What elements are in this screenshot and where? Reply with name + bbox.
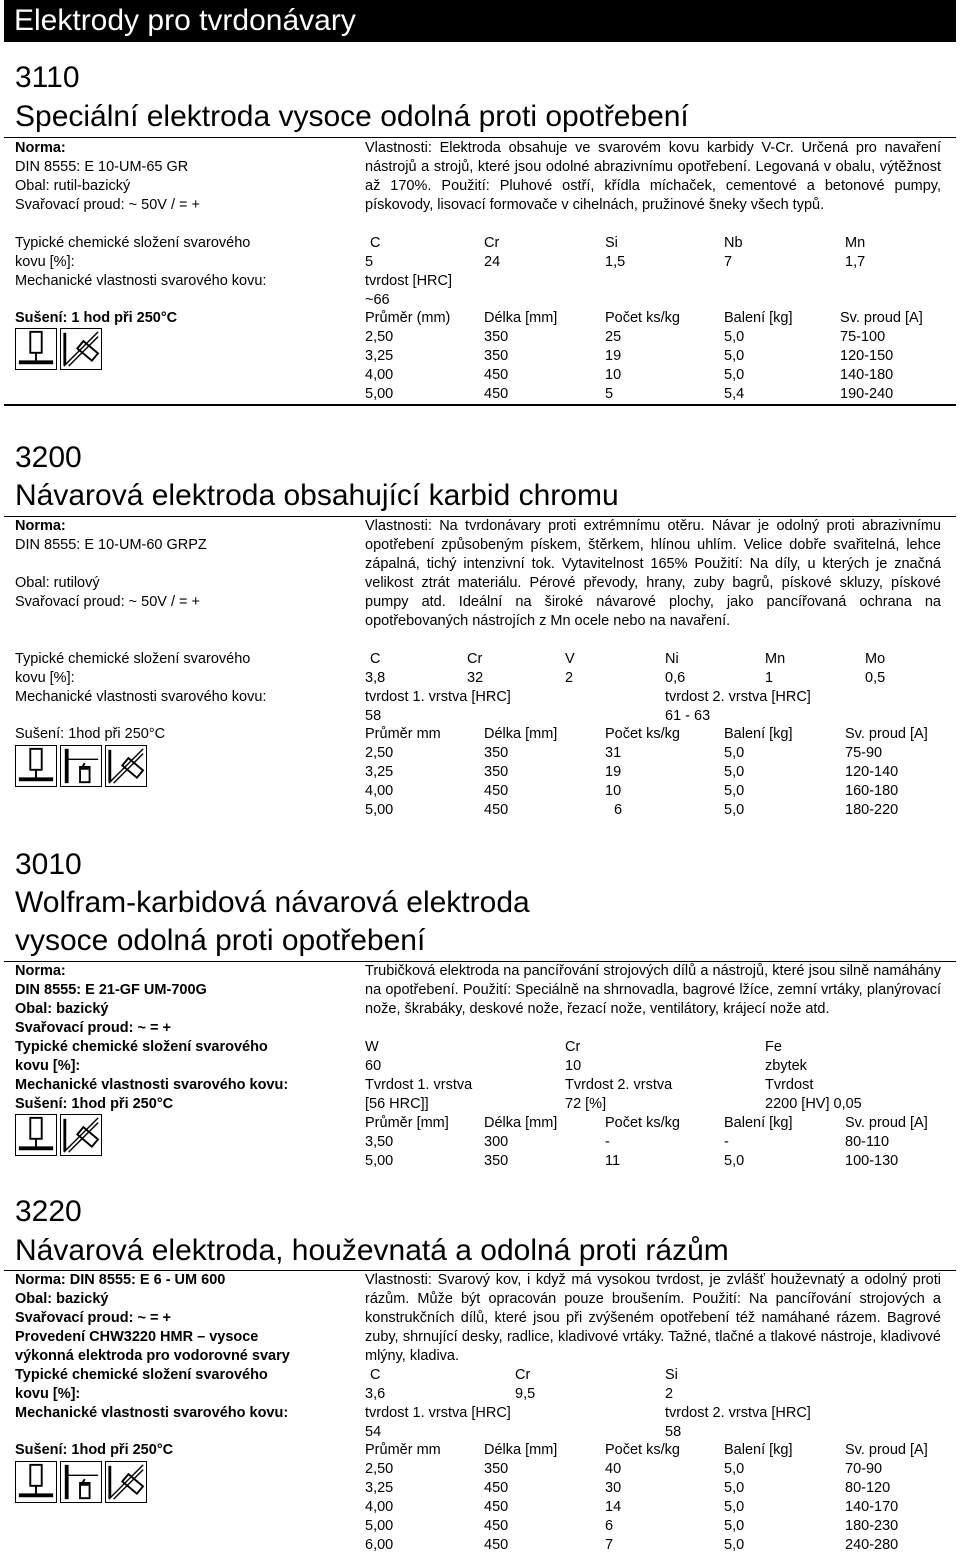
- table-cell: 180-230: [845, 1518, 899, 1534]
- weld-position-flat-icon: [15, 1461, 57, 1503]
- drying: Sušení: 1hod při 250°C: [15, 726, 166, 742]
- chem-value-cell: 24: [484, 254, 501, 270]
- table-header-cell: Sv. proud [A]: [845, 726, 928, 742]
- chem-values-row: [0, 669, 960, 688]
- description: Vlastnosti: Elektroda obsahuje ve svarovém kovu karbidy V-Cr. Určená pro navaření nástrojů a strojů, které jsou odolné abrazivnímu opotřebení. Legovaná v obalu, výtěžnost až 170%. Použití: Pluhové ostří, křídla míchaček, cementové a betonové pumpy, pískovody, lisovací formovače v cihelnách, pružinové šneky všech typů.: [365, 140, 941, 213]
- table-cell: 6: [605, 1518, 614, 1534]
- mech-header-cell: Tvrdost 2. vrstva: [565, 1077, 673, 1093]
- table-row: [0, 1133, 960, 1152]
- chem-header-cell: Si: [605, 235, 618, 251]
- table-header-row: [0, 1441, 960, 1460]
- weld-positions: [15, 1114, 105, 1156]
- table-cell: 450: [484, 386, 509, 402]
- table-header-cell: Počet ks/kg: [605, 1115, 680, 1131]
- coating: Obal: rutilový: [15, 575, 100, 591]
- table-cell: 4,00: [365, 1499, 394, 1515]
- chem-value-cell: 3,6: [365, 1386, 386, 1402]
- product-title: Wolfram-karbidová návarová elektroda: [15, 886, 530, 919]
- mech-label: Mechanické vlastnosti svarového kovu:: [15, 1405, 289, 1421]
- table-cell: 180-220: [845, 802, 899, 818]
- section-divider: [4, 404, 956, 406]
- mech-header-cell: tvrdost 2. vrstva [HRC]: [665, 1405, 811, 1421]
- table-cell: 19: [605, 348, 622, 364]
- norm-label: Norma:: [15, 963, 66, 979]
- table-cell: 5,0: [724, 1537, 745, 1553]
- table-cell: 160-180: [845, 783, 899, 799]
- chem-label-unit: kovu [%]:: [15, 1386, 81, 1402]
- description: Vlastnosti: Svarový kov, i když má vysokou tvrdost, je zvlášť houževnatý a odolný proti rázům. Může být opracován pouze broušením. Použití: Na pancířování strojových a konstrukčních dílů, které jsou při zvýšeném opotřebení též namáhané rázem. Bagrové zuby, shrnující desky, radlice, kladivové vrtáky. Tažné, tlačné a tlakové nástroje, kladivové mlýny, kladiva.: [365, 1272, 941, 1364]
- chem-header-cell: C: [370, 235, 381, 251]
- chem-value-cell: 3,8: [365, 670, 386, 686]
- table-cell: 5,0: [724, 1499, 745, 1515]
- table-cell: 6,00: [365, 1537, 394, 1553]
- table-header-cell: Balení [kg]: [724, 1115, 793, 1131]
- chem-header-cell: Mn: [845, 235, 866, 251]
- table-cell: 80-110: [845, 1134, 890, 1150]
- table-cell: 19: [605, 764, 622, 780]
- table-cell: 100-130: [845, 1153, 899, 1169]
- variant-note-line2: výkonná elektroda pro vodorovné svary: [15, 1348, 290, 1364]
- table-cell: 5,0: [724, 764, 745, 780]
- table-cell: 450: [484, 1499, 509, 1515]
- table-cell: 450: [484, 1518, 509, 1534]
- norm-value: DIN 8555: E 10-UM-65 GR: [15, 159, 189, 175]
- table-cell: 5,4: [724, 386, 745, 402]
- mech-header-cell: tvrdost 2. vrstva [HRC]: [665, 689, 811, 705]
- chem-header-cell: W: [365, 1039, 379, 1055]
- drying: Sušení: 1hod při 250°C: [15, 1096, 174, 1112]
- mech-header-cell: tvrdost 1. vrstva [HRC]: [365, 689, 511, 705]
- weld-position-vertical-icon: [105, 1461, 147, 1503]
- table-header-cell: Průměr mm: [365, 1442, 441, 1458]
- mech-value-cell: ~66: [365, 292, 390, 308]
- chem-label-unit: kovu [%]:: [15, 670, 75, 686]
- weld-position-flat-icon: [15, 1114, 57, 1156]
- norm-label: Norma: DIN 8555: E 6 - UM 600: [15, 1272, 226, 1288]
- table-cell: 75-90: [845, 745, 883, 761]
- table-row: [0, 366, 960, 385]
- chem-label: Typické chemické složení svarového: [15, 1367, 268, 1383]
- table-cell: 3,25: [365, 764, 394, 780]
- variant-note: Provedení CHW3220 HMR – vysoce: [15, 1329, 259, 1345]
- welding-current: Svařovací proud: ~ = +: [15, 1020, 171, 1036]
- table-header-row: [0, 1114, 960, 1133]
- table-cell: 7: [605, 1537, 614, 1553]
- mech-value-cell: [56 HRC]]: [365, 1096, 429, 1112]
- table-header-cell: Sv. proud [A]: [845, 1442, 928, 1458]
- chem-value-cell: 0,5: [865, 670, 886, 686]
- table-cell: 14: [605, 1499, 622, 1515]
- description: Trubičková elektroda na pancířování strojových dílů a nástrojů, které jsou silně namáhány na opotřebení. Použití: Speciálně na shrnovadla, bagrové lžíce, zemní vrtáky, planýrovací nože, škrabáky, deskové nože, řezací nože, ventilátory, krájecí nože atd.: [365, 963, 941, 1017]
- weld-position-flat-icon: [15, 328, 57, 370]
- norm-value: DIN 8555: E 10-UM-60 GRPZ: [15, 537, 207, 553]
- table-cell: 5,00: [365, 802, 394, 818]
- weld-position-vertical-icon: [60, 328, 102, 370]
- chem-header-cell: Mo: [865, 651, 886, 667]
- table-cell: 2,50: [365, 1461, 394, 1477]
- mech-value-cell: 61 - 63: [665, 708, 711, 724]
- chem-value-cell: 1: [765, 670, 774, 686]
- norm-label: Norma:: [15, 140, 66, 156]
- chem-label: Typické chemické složení svarového: [15, 235, 251, 251]
- table-header-cell: Průměr mm: [365, 726, 441, 742]
- mech-header-row: [0, 1404, 960, 1423]
- chem-header-row: [0, 1038, 960, 1057]
- page-title: Elektrody pro tvrdonávary: [14, 4, 356, 37]
- welding-current: Svařovací proud: ~ = +: [15, 1310, 171, 1326]
- drying: Sušení: 1 hod při 250°C: [15, 310, 178, 326]
- chem-value-cell: 60: [365, 1058, 382, 1074]
- table-cell: 5,0: [724, 1461, 745, 1477]
- table-header-cell: Délka [mm]: [484, 1115, 558, 1131]
- chem-header-cell: Cr: [515, 1367, 531, 1383]
- chem-label: Typické chemické složení svarového: [15, 651, 251, 667]
- table-header-row: [0, 309, 960, 328]
- table-cell: 350: [484, 764, 509, 780]
- chem-label-unit: kovu [%]:: [15, 254, 75, 270]
- chem-value-cell: 32: [467, 670, 484, 686]
- mech-header-cell: tvrdost [HRC]: [365, 273, 453, 289]
- chem-value-cell: zbytek: [765, 1058, 807, 1074]
- table-header-cell: Počet ks/kg: [605, 726, 680, 742]
- table-row: [0, 347, 960, 366]
- table-cell: 5,0: [724, 329, 745, 345]
- table-cell: 240-280: [845, 1537, 899, 1553]
- table-cell: 6: [614, 802, 623, 818]
- table-header-cell: Průměr [mm]: [365, 1115, 449, 1131]
- weld-position-vertical-icon: [105, 745, 147, 787]
- chem-value-cell: 2: [565, 670, 574, 686]
- table-cell: 350: [484, 745, 509, 761]
- table-row: [0, 801, 960, 820]
- table-cell: 350: [484, 348, 509, 364]
- table-cell: 40: [605, 1461, 622, 1477]
- product-title: Speciální elektroda vysoce odolná proti opotřebení: [15, 100, 689, 133]
- chem-label-unit: kovu [%]:: [15, 1058, 81, 1074]
- table-header-cell: Balení [kg]: [724, 310, 793, 326]
- table-row: [0, 1152, 960, 1171]
- table-cell: 75-100: [840, 329, 886, 345]
- table-cell: 5,0: [724, 348, 745, 364]
- product-code: 3220: [15, 1195, 82, 1228]
- table-cell: 5,0: [724, 1518, 745, 1534]
- norm-value: DIN 8555: E 21-GF UM-700G: [15, 982, 207, 998]
- table-cell: 5,00: [365, 1153, 394, 1169]
- weld-position-horizontal-icon: [60, 745, 102, 787]
- chem-header-cell: Mn: [765, 651, 786, 667]
- chem-label: Typické chemické složení svarového: [15, 1039, 268, 1055]
- chem-value-cell: 1,7: [845, 254, 866, 270]
- table-header-cell: Sv. proud [A]: [845, 1115, 928, 1131]
- table-cell: 300: [484, 1134, 509, 1150]
- table-cell: 120-140: [845, 764, 899, 780]
- chem-values-row: [0, 1057, 960, 1076]
- table-cell: 350: [484, 1461, 509, 1477]
- chem-header-cell: Fe: [765, 1039, 782, 1055]
- product-code: 3200: [15, 441, 82, 474]
- table-cell: 120-150: [840, 348, 894, 364]
- norm-label: Norma:: [15, 518, 66, 534]
- chem-header-cell: C: [370, 1367, 381, 1383]
- table-header-cell: Počet ks/kg: [605, 1442, 680, 1458]
- table-cell: 11: [605, 1153, 621, 1169]
- weld-position-horizontal-icon: [60, 1461, 102, 1503]
- table-cell: 31: [605, 745, 622, 761]
- table-cell: 450: [484, 783, 509, 799]
- table-row: [0, 385, 960, 404]
- product-title-line2: vysoce odolná proti opotřebení: [15, 924, 426, 957]
- table-cell: 5,00: [365, 1518, 394, 1534]
- table-row: [0, 1517, 960, 1536]
- table-cell: 25: [605, 329, 622, 345]
- mech-value-cell: 58: [665, 1424, 682, 1440]
- table-cell: 2,50: [365, 745, 394, 761]
- chem-header-cell: C: [370, 651, 381, 667]
- table-header-cell: Sv. proud [A]: [840, 310, 923, 326]
- page-header: [4, 0, 956, 42]
- table-cell: -: [605, 1134, 610, 1150]
- weld-position-flat-icon: [15, 745, 57, 787]
- welding-current: Svařovací proud: ~ 50V / = +: [15, 594, 200, 610]
- weld-position-vertical-icon: [60, 1114, 102, 1156]
- chem-value-cell: 9,5: [515, 1386, 536, 1402]
- chem-value-cell: 1,5: [605, 254, 626, 270]
- table-cell: 3,50: [365, 1134, 394, 1150]
- coating: Obal: bazický: [15, 1291, 109, 1307]
- table-header-cell: Délka [mm]: [484, 1442, 558, 1458]
- chem-header-row: [0, 234, 960, 253]
- mech-header-row: [0, 1076, 960, 1095]
- table-header-cell: Balení [kg]: [724, 726, 793, 742]
- table-cell: 350: [484, 1153, 509, 1169]
- table-cell: 70-90: [845, 1461, 883, 1477]
- welding-current: Svařovací proud: ~ 50V / = +: [15, 197, 200, 213]
- weld-positions: [15, 328, 105, 370]
- mech-label: Mechanické vlastnosti svarového kovu:: [15, 273, 267, 289]
- mech-value-cell: 54: [365, 1424, 382, 1440]
- chem-values-row: [0, 253, 960, 272]
- weld-positions: [15, 745, 150, 787]
- table-cell: 4,00: [365, 367, 394, 383]
- coating: Obal: rutil-bazický: [15, 178, 131, 194]
- mech-value-cell: 58: [365, 708, 382, 724]
- drying: Sušení: 1hod při 250°C: [15, 1442, 174, 1458]
- table-cell: 5,0: [724, 783, 745, 799]
- table-cell: 5,0: [724, 1480, 745, 1496]
- divider: [4, 137, 956, 138]
- table-cell: 2,50: [365, 329, 394, 345]
- chem-header-cell: Cr: [484, 235, 500, 251]
- chem-header-cell: Cr: [467, 651, 483, 667]
- table-cell: 10: [605, 783, 622, 799]
- table-cell: 5,00: [365, 386, 394, 402]
- mech-label: Mechanické vlastnosti svarového kovu:: [15, 689, 267, 705]
- table-cell: 5,0: [724, 1153, 745, 1169]
- chem-header-cell: Si: [665, 1367, 678, 1383]
- table-cell: 3,25: [365, 348, 394, 364]
- table-cell: 5,0: [724, 367, 745, 383]
- table-cell: 4,00: [365, 783, 394, 799]
- product-code: 3110: [15, 61, 80, 94]
- table-cell: 5,0: [724, 745, 745, 761]
- mech-values-row: [0, 1423, 960, 1442]
- table-cell: 140-180: [840, 367, 894, 383]
- table-cell: 450: [484, 1537, 509, 1553]
- coating: Obal: bazický: [15, 1001, 109, 1017]
- table-header-cell: Balení [kg]: [724, 1442, 793, 1458]
- table-row: [0, 328, 960, 347]
- mech-header-cell: Tvrdost: [765, 1077, 814, 1093]
- chem-header-row: [0, 650, 960, 669]
- chem-value-cell: 0,6: [665, 670, 686, 686]
- table-cell: 140-170: [845, 1499, 899, 1515]
- chem-header-row: [0, 1366, 960, 1385]
- chem-value-cell: 7: [724, 254, 733, 270]
- table-header-cell: Počet ks/kg: [605, 310, 680, 326]
- description: Vlastnosti: Na tvrdonávary proti extrémnímu otěru. Návar je odolný proti abrazivnímu opotřebení způsobeným pískem, štěrkem, hlínou uhlím. Velice dobře svařitelná, lehce zápalná, tichý intenzivní tok. Vytavitelnost 165% Použití: Na díly, u kterých je značná velikost ztrát materiálu. Pérové převody, hrany, zuby bagrů, pískové skluzy, pískové pumpy atd. Ideální na široké návarové plochy, jako pancířovaná ochrana na opotřebovaných nástrojích z Mn ocele nebo na navaření.: [365, 518, 941, 629]
- chem-value-cell: 2: [665, 1386, 674, 1402]
- table-header-cell: Délka [mm]: [484, 726, 558, 742]
- chem-header-cell: Nb: [724, 235, 743, 251]
- table-cell: 80-120: [845, 1480, 891, 1496]
- chem-header-cell: Cr: [565, 1039, 581, 1055]
- mech-value-cell: 2200 [HV] 0,05: [765, 1096, 862, 1112]
- table-cell: 10: [605, 367, 622, 383]
- table-row: [0, 1536, 960, 1555]
- chem-header-cell: V: [565, 651, 575, 667]
- chem-value-cell: 10: [565, 1058, 582, 1074]
- mech-header-cell: Tvrdost 1. vrstva: [365, 1077, 473, 1093]
- chem-value-cell: 5: [365, 254, 374, 270]
- table-header-cell: Průměr (mm): [365, 310, 451, 326]
- table-cell: 190-240: [840, 386, 894, 402]
- table-cell: 5: [605, 386, 614, 402]
- table-header-cell: Délka [mm]: [484, 310, 558, 326]
- table-cell: 30: [605, 1480, 622, 1496]
- mech-label: Mechanické vlastnosti svarového kovu:: [15, 1077, 289, 1093]
- table-cell: 450: [484, 802, 509, 818]
- chem-header-cell: Ni: [665, 651, 679, 667]
- table-header-row: [0, 725, 960, 744]
- table-cell: 3,25: [365, 1480, 394, 1496]
- product-title: Návarová elektroda obsahující karbid chromu: [15, 479, 619, 512]
- table-cell: 450: [484, 1480, 509, 1496]
- weld-positions: [15, 1461, 150, 1503]
- mech-value-cell: 72 [%]: [565, 1096, 607, 1112]
- table-cell: -: [724, 1134, 729, 1150]
- table-cell: 5,0: [724, 802, 745, 818]
- chem-values-row: [0, 1385, 960, 1404]
- table-cell: 450: [484, 367, 509, 383]
- mech-header-cell: tvrdost 1. vrstva [HRC]: [365, 1405, 511, 1421]
- product-code: 3010: [15, 848, 82, 881]
- table-cell: 350: [484, 329, 509, 345]
- product-title: Návarová elektroda, houževnatá a odolná proti rázům: [15, 1234, 729, 1267]
